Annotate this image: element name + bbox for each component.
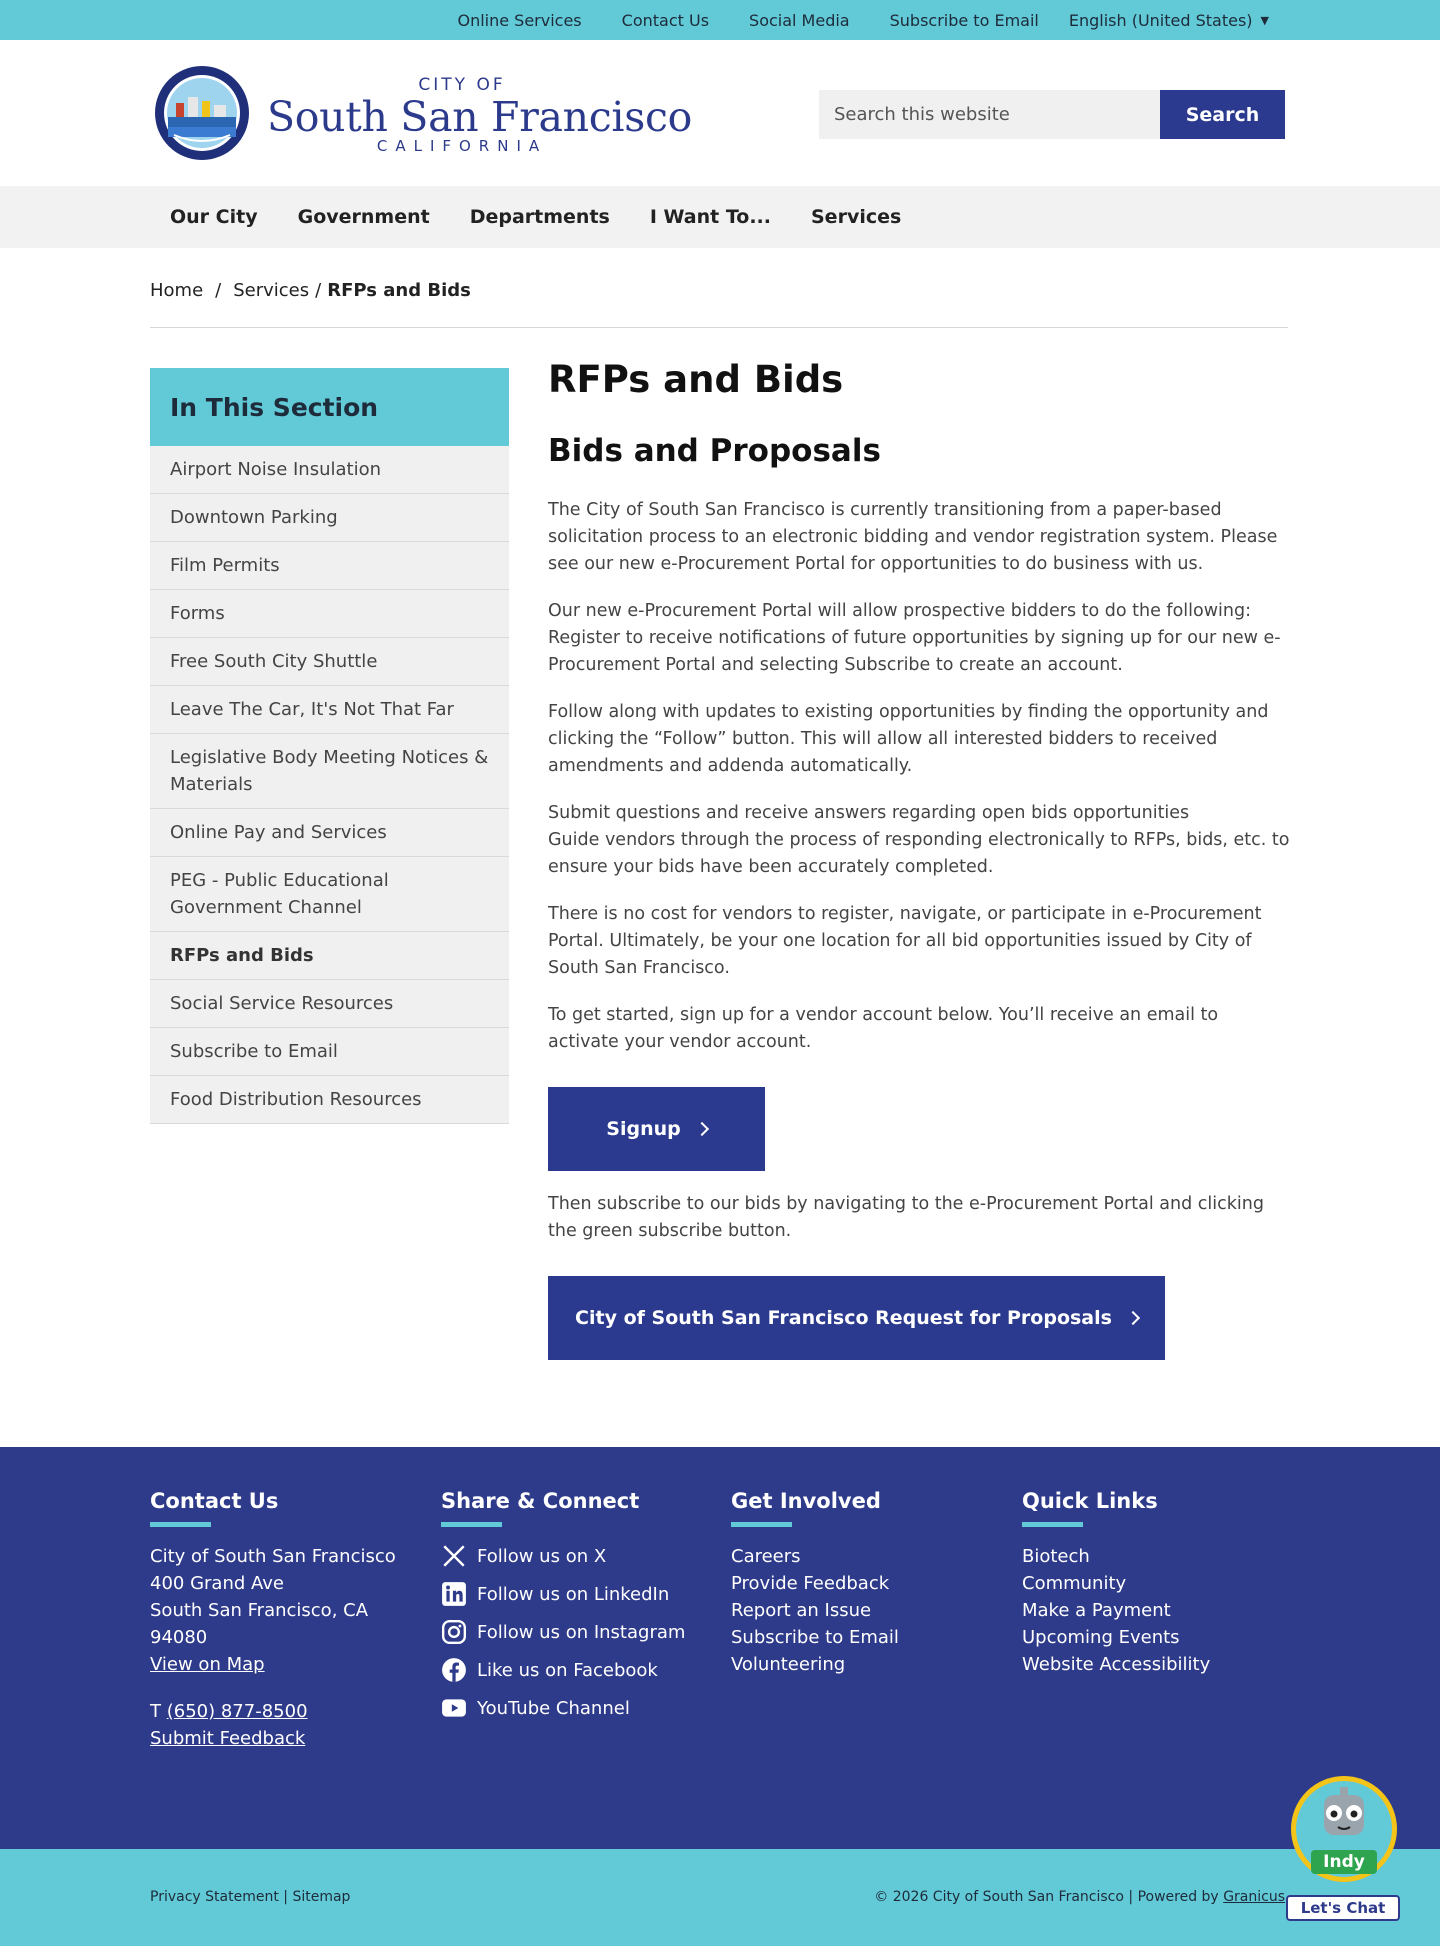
follow-instagram-link[interactable]: [441, 1613, 685, 1651]
lets-chat-button[interactable]: Let's Chat: [1286, 1895, 1400, 1921]
follow-instagram-label: Follow us on Instagram: [477, 1621, 686, 1643]
breadcrumb-services[interactable]: Services: [233, 280, 310, 301]
website-accessibility-link[interactable]: Website Accessibility: [1022, 1654, 1211, 1675]
brand-city-of: CITY OF: [418, 75, 506, 95]
breadcrumb-home[interactable]: Home: [150, 280, 204, 301]
language-selector[interactable]: [1069, 11, 1269, 30]
granicus-link[interactable]: Granicus: [1223, 1889, 1285, 1905]
breadcrumb-current: RFPs and Bids: [327, 280, 471, 301]
rfp-button-label: City of South San Francisco Request for Proposals: [575, 1307, 1112, 1329]
contact-org: City of South San Francisco: [150, 1546, 396, 1567]
careers-link[interactable]: Careers: [731, 1546, 801, 1567]
nav-government[interactable]: Government: [297, 206, 430, 228]
heading-underline: [150, 1522, 211, 1527]
legal-separator: |: [1128, 1889, 1134, 1905]
follow-linkedin-link[interactable]: [441, 1575, 685, 1613]
like-facebook-link[interactable]: [441, 1651, 685, 1689]
cost-paragraph: There is no cost for vendors to register, navigate, or participate in e-Procurement Portal. Ultimately, be your one location for all bid opportunities issued by City of South San Francisco.: [548, 904, 1262, 978]
get-started-paragraph: To get started, sign up for a vendor account below. You’ll receive an email to activate your vendor account.: [548, 1005, 1219, 1052]
privacy-statement-link[interactable]: Privacy Statement: [150, 1889, 279, 1905]
linkedin-icon: [441, 1581, 467, 1607]
sidebar-item-legislative-notices[interactable]: Legislative Body Meeting Notices & Materials: [150, 734, 509, 809]
intro-paragraph: The City of South San Francisco is currently transitioning from a paper-based solicitation process to an electronic bidding and vendor registration system. Please see our new e-Procurement Portal for opportunities to do business with us.: [548, 500, 1278, 574]
sidebar-heading: In This Section: [150, 368, 509, 446]
signup-button[interactable]: [548, 1087, 765, 1171]
make-payment-link[interactable]: Make a Payment: [1022, 1600, 1171, 1621]
report-issue-link[interactable]: Report an Issue: [731, 1600, 872, 1621]
follow-linkedin-label: Follow us on LinkedIn: [477, 1583, 670, 1605]
sidebar-item-leave-the-car[interactable]: Leave The Car, It's Not That Far: [150, 686, 509, 734]
subscribe-email-link[interactable]: Subscribe to Email: [889, 10, 1039, 30]
site-footer: [0, 1447, 1440, 1849]
footer-contact-heading: Contact Us: [150, 1489, 279, 1513]
sidebar-item-food-distribution[interactable]: Food Distribution Resources: [150, 1076, 509, 1124]
guide-line: Guide vendors through the process of responding electronically to RFPs, bids, etc. to ensure your bids have been accurately completed.: [548, 830, 1290, 877]
heading-underline: [441, 1522, 502, 1527]
site-brand[interactable]: [267, 75, 693, 155]
social-media-link[interactable]: Social Media: [749, 10, 850, 30]
copyright-text: © 2026 City of South San Francisco: [874, 1889, 1124, 1905]
phone-link[interactable]: (650) 877-8500: [166, 1701, 308, 1722]
rfp-portal-button[interactable]: [548, 1276, 1165, 1360]
footer-share-heading: Share & Connect: [441, 1489, 640, 1513]
breadcrumb-separator: /: [315, 280, 322, 301]
subscribe-paragraph: Then subscribe to our bids by navigating to the e-Procurement Portal and clicking the green subscribe button.: [548, 1194, 1264, 1241]
main-nav: [0, 186, 1440, 248]
x-icon: [441, 1543, 467, 1569]
footer-quick-heading: Quick Links: [1022, 1489, 1158, 1513]
brand-name: South San Francisco: [267, 93, 693, 141]
sidebar-item-rfps-bids[interactable]: RFPs and Bids: [150, 932, 509, 980]
provide-feedback-link[interactable]: Provide Feedback: [731, 1573, 890, 1594]
sidebar-item-online-pay[interactable]: Online Pay and Services: [150, 809, 509, 857]
caret-down-icon: ▼: [1260, 13, 1269, 27]
footer-subscribe-email-link[interactable]: Subscribe to Email: [731, 1627, 899, 1648]
sidebar-item-airport-noise[interactable]: Airport Noise Insulation: [150, 446, 509, 494]
phone-prefix: T: [150, 1701, 161, 1722]
contact-street: 400 Grand Ave: [150, 1573, 284, 1594]
footer-share: [441, 1489, 685, 1727]
youtube-icon: [441, 1695, 467, 1721]
sidebar-item-shuttle[interactable]: Free South City Shuttle: [150, 638, 509, 686]
view-on-map-link[interactable]: View on Map: [150, 1654, 265, 1675]
powered-by-text: Powered by: [1137, 1889, 1219, 1905]
chatbot-name: Indy: [1311, 1850, 1377, 1874]
heading-underline: [1022, 1522, 1083, 1527]
upcoming-events-link[interactable]: Upcoming Events: [1022, 1627, 1180, 1648]
bottom-bar: [0, 1849, 1440, 1946]
breadcrumb: [150, 280, 471, 301]
questions-paragraph: [548, 800, 1293, 881]
nav-i-want-to[interactable]: I Want To...: [649, 206, 771, 228]
follow-paragraph: Follow along with updates to existing opportunities by finding the opportunity and clicking the “Follow” button. This will allow all interested bidders to received amendments and addenda automatically.: [548, 702, 1269, 776]
submit-feedback-link[interactable]: Submit Feedback: [150, 1728, 306, 1749]
sidebar-item-subscribe-email[interactable]: Subscribe to Email: [150, 1028, 509, 1076]
portal-paragraph: Our new e-Procurement Portal will allow prospective bidders to do the following: Register to receive notifications of future opportunities by signing up for our new e-Procurement Portal and selecting Subscribe to create an account.: [548, 601, 1281, 675]
footer-involved: [731, 1489, 899, 1678]
main-content: [548, 355, 1293, 1360]
brand-state: CALIFORNIA: [376, 137, 548, 155]
copyright-line: [874, 1889, 1285, 1905]
instagram-icon: [441, 1619, 467, 1645]
legal-links: [150, 1889, 350, 1905]
heading-underline: [731, 1522, 792, 1527]
language-label: English (United States): [1068, 10, 1253, 30]
like-facebook-label: Like us on Facebook: [477, 1659, 658, 1681]
page-title: RFPs and Bids: [548, 358, 844, 401]
youtube-channel-label: YouTube Channel: [477, 1697, 630, 1719]
nav-our-city[interactable]: Our City: [170, 206, 258, 228]
section-heading: Bids and Proposals: [548, 433, 881, 469]
footer-contact: [150, 1489, 396, 1752]
sidebar-item-downtown-parking[interactable]: Downtown Parking: [150, 494, 509, 542]
nav-services[interactable]: Services: [811, 206, 902, 228]
chevron-right-icon: [695, 1122, 709, 1136]
chevron-right-icon: [1126, 1311, 1140, 1325]
chat-widget[interactable]: [1286, 1776, 1402, 1926]
volunteering-link[interactable]: Volunteering: [731, 1654, 846, 1675]
sitemap-link[interactable]: Sitemap: [292, 1889, 351, 1905]
sidebar-item-film-permits[interactable]: Film Permits: [150, 542, 509, 590]
sidebar-item-peg-channel[interactable]: PEG - Public Educational Government Channel: [150, 857, 509, 932]
contact-zip: 94080: [150, 1627, 208, 1648]
legal-separator: |: [283, 1889, 288, 1905]
section-sidebar: [150, 368, 509, 1124]
nav-departments[interactable]: Departments: [469, 206, 610, 228]
follow-x-link[interactable]: [441, 1537, 685, 1575]
footer-involved-heading: Get Involved: [731, 1489, 881, 1513]
footer-quick-links: [1022, 1489, 1210, 1678]
community-link[interactable]: Community: [1022, 1573, 1127, 1594]
biotech-link[interactable]: Biotech: [1022, 1546, 1090, 1567]
sidebar-item-social-service[interactable]: Social Service Resources: [150, 980, 509, 1028]
youtube-channel-link[interactable]: [441, 1689, 685, 1727]
facebook-icon: [441, 1657, 467, 1683]
contact-city: South San Francisco, CA: [150, 1600, 369, 1621]
utility-links: [417, 0, 1269, 40]
questions-line: Submit questions and receive answers regarding open bids opportunities: [548, 803, 1190, 823]
contact-us-link[interactable]: Contact Us: [621, 10, 710, 30]
contact-phone-line: [150, 1698, 396, 1725]
sidebar-item-forms[interactable]: Forms: [150, 590, 509, 638]
breadcrumb-separator: /: [215, 280, 222, 301]
breadcrumb-divider: [150, 327, 1288, 328]
city-seal-logo[interactable]: [154, 65, 250, 161]
utility-bar: [0, 0, 1440, 40]
search-input[interactable]: Search this website: [819, 90, 1160, 139]
signup-button-label: Signup: [606, 1118, 681, 1140]
follow-x-label: Follow us on X: [477, 1545, 607, 1567]
online-services-link[interactable]: Online Services: [457, 10, 582, 30]
search-button[interactable]: Search: [1160, 90, 1285, 139]
